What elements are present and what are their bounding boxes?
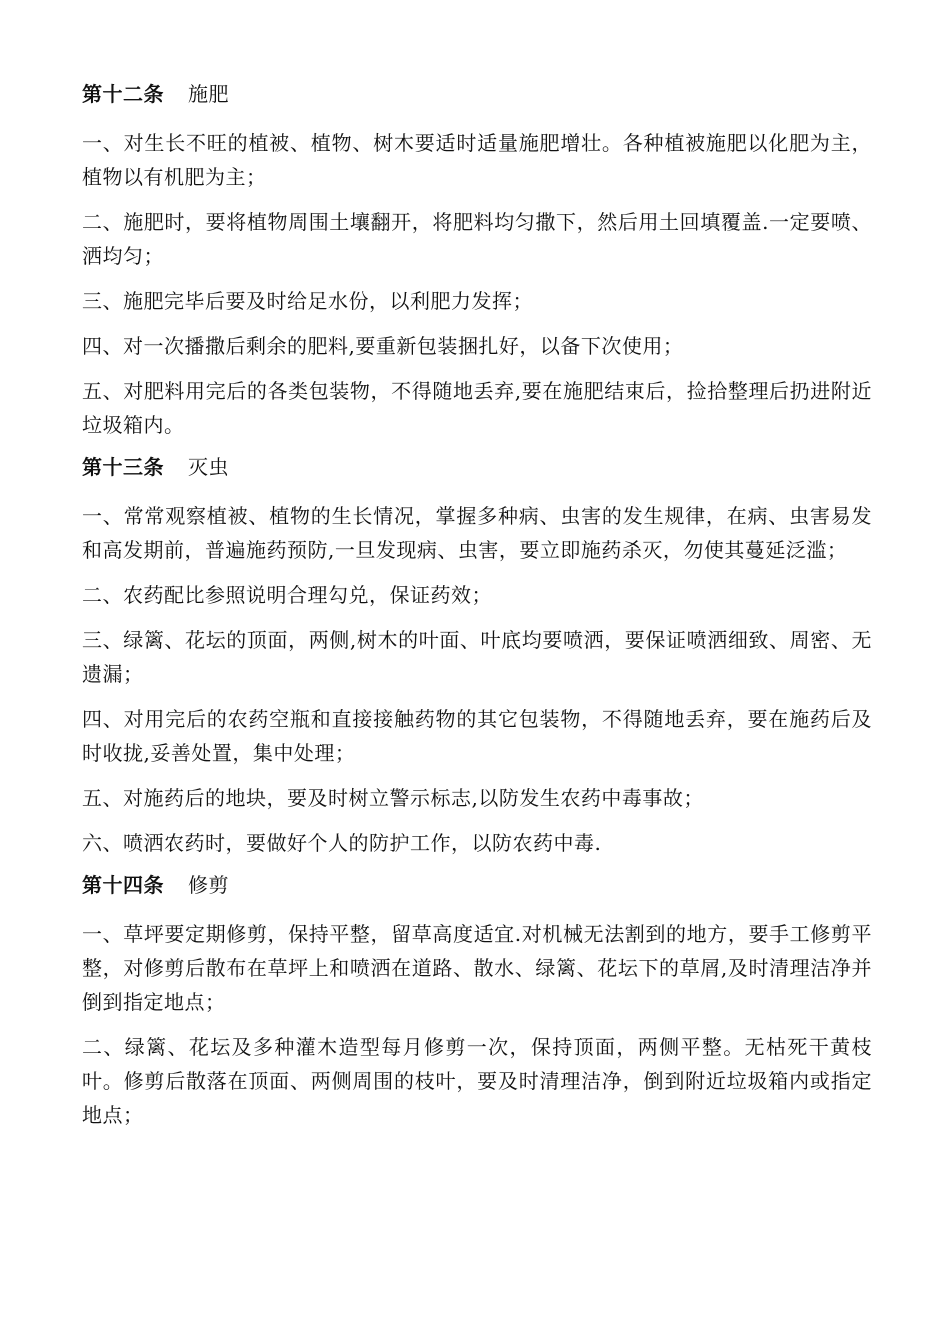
article-title: 修剪 [188, 873, 229, 897]
paragraph-item: 三、绿篱、花坛的顶面，两侧,树木的叶面、叶底均要喷洒，要保证喷洒细致、周密、无遗漏； [82, 628, 872, 686]
paragraph-item: 一、对生长不旺的植被、植物、树木要适时适量施肥增壮。各种植被施肥以化肥为主，植物以有机肥为主； [82, 131, 872, 189]
article-number: 第十四条 [82, 873, 164, 897]
section-heading [82, 453, 872, 481]
paragraph-item: 四、对一次播撒后剩余的肥料,要重新包装捆扎好，以备下次使用； [82, 334, 684, 358]
section-heading [82, 871, 872, 899]
paragraph-item: 二、农药配比参照说明合理勾兑，保证药效； [82, 583, 492, 607]
paragraph-item: 二、施肥时，要将植物周围土壤翻开，将肥料均匀撒下，然后用土回填覆盖.一定要喷、洒均匀； [82, 210, 872, 268]
section-article-12 [82, 80, 872, 442]
paragraph-item: 四、对用完后的农药空瓶和直接接触药物的其它包装物，不得随地丢弃，要在施药后及时收拢,妥善处置，集中处理； [82, 707, 872, 765]
paragraph-item: 五、对肥料用完后的各类包装物，不得随地丢弃,要在施肥结束后，捡拾整理后扔进附近垃圾箱内。 [82, 379, 872, 437]
article-title: 施肥 [188, 82, 229, 106]
paragraph-item: 二、绿篱、花坛及多种灌木造型每月修剪一次，保持顶面，两侧平整。无枯死干黄枝叶。修剪后散落在顶面、两侧周围的枝叶，要及时清理洁净，倒到附近垃圾箱内或指定地点； [82, 1035, 872, 1127]
paragraph-item: 一、草坪要定期修剪，保持平整，留草高度适宜.对机械无法割到的地方，要手工修剪平整，对修剪后散布在草坪上和喷洒在道路、散水、绿篱、花坛下的草屑,及时清理洁净并倒到指定地点； [82, 922, 872, 1014]
paragraph-item: 三、施肥完毕后要及时给足水份，以利肥力发挥； [82, 289, 533, 313]
article-number: 第十三条 [82, 455, 164, 479]
section-article-14 [82, 871, 872, 1132]
section-heading [82, 80, 872, 108]
document-page [82, 80, 872, 1143]
paragraph-item: 六、喷洒农药时，要做好个人的防护工作，以防农药中毒. [82, 831, 602, 855]
article-title: 灭虫 [188, 455, 229, 479]
section-article-13 [82, 453, 872, 860]
paragraph-item: 五、对施药后的地块，要及时树立警示标志,以防发生农药中毒事故； [82, 786, 704, 810]
article-number: 第十二条 [82, 82, 164, 106]
paragraph-item: 一、常常观察植被、植物的生长情况，掌握多种病、虫害的发生规律，在病、虫害易发和高发期前，普遍施药预防,一旦发现病、虫害，要立即施药杀灭，勿使其蔓延泛滥； [82, 504, 872, 562]
